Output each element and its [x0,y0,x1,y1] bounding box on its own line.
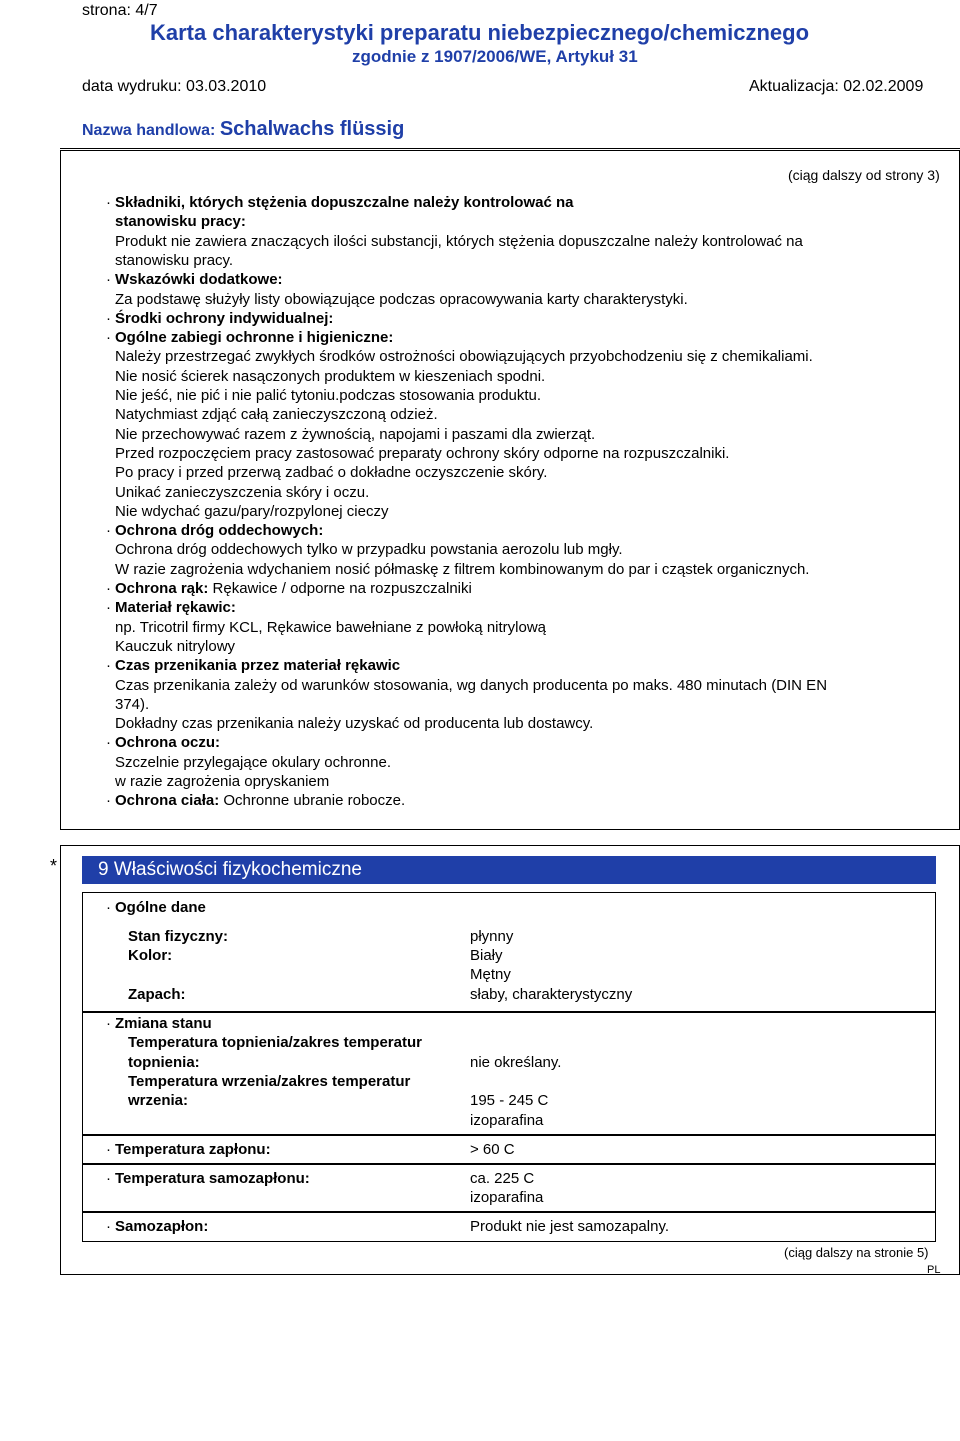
document-title: Karta charakterystyki preparatu niebezpiecznego/chemicznego [150,20,810,45]
self-ignition-value: Produkt nie jest samozapalny. [470,1218,669,1235]
line-text: Ochrona dróg oddechowych tylko w przypadku powstania aerozolu lub mgły. [115,541,623,558]
section8-line [115,367,545,386]
line-text: Produkt nie zawiera znaczących ilości substancji, których stężenia dopuszczalne należy kontrolować na [115,233,803,250]
section8-line [115,232,803,251]
section8-line [115,386,541,405]
line-text: Nie nosić ścierek nasączonych produktem w kieszeniach spodni. [115,368,546,385]
line-text: Unikać zanieczyszczenia skóry i oczu. [115,484,370,501]
color-value-2: Mętny [470,966,511,983]
odor-value: słaby, charakterystyczny [470,986,633,1003]
line-text: Rękawice / odporne na rozpuszczalniki [208,580,472,597]
line-text: np. Tricotril firmy KCL, Rękawice bawełniane z powłoką nitrylową [115,619,547,636]
section8-line [115,521,323,540]
line-text: Przed rozpoczęciem pracy zastosować preparaty ochrony skóry odporne na rozpuszczalniki. [115,445,730,462]
line-text: Szczelnie przylegające okulary ochronne. [115,754,391,771]
flash-point-value: > 60 C [470,1141,515,1158]
section8-line [115,618,546,637]
section8-line [115,193,573,212]
section8-line [115,405,438,424]
section8-line [115,579,472,598]
section8-line [115,676,827,695]
continued-to: (ciąg dalszy na stronie 5) [784,1245,929,1260]
line-text: Natychmiast zdjąć całą zanieczyszczoną odzież. [115,406,438,423]
section8-line [115,328,393,347]
bullet: · [106,194,111,211]
section9-heading [82,856,936,884]
section8-line [115,463,547,482]
line-heading: Ochrona oczu: [115,734,221,751]
bullet: · [106,1170,111,1187]
melting-label-2: topnienia: [128,1054,200,1071]
section8-line [115,483,369,502]
header-divider [60,148,960,149]
bullet: · [106,1141,111,1158]
line-heading: Ogólne zabiegi ochronne i higieniczne: [115,329,394,346]
section8-line [115,309,333,328]
line-text: Należy przestrzegać zwykłych środków ostrożności obowiązujących przyobchodzeniu się z chemikaliami. [115,348,813,365]
section8-line [115,270,283,289]
boiling-value-2: izoparafina [470,1112,544,1129]
section8-line [115,290,688,309]
section9-title: 9 Właściwości fizykochemiczne [98,859,362,880]
section8-line [115,714,593,733]
state-change-label: Zmiana stanu [115,1015,212,1032]
section8-line [115,347,813,366]
changed-marker: * [50,856,58,876]
section8-line [115,425,595,444]
section8-line [115,212,246,231]
section8-line [115,733,220,752]
bullet: · [106,522,111,539]
section8-line [115,753,391,772]
bullet: · [106,1218,111,1235]
boiling-label: Temperatura wrzenia/zakres temperatur [128,1073,411,1090]
line-text: w razie zagrożenia opryskaniem [115,773,330,790]
line-text: 374). [115,696,150,713]
line-heading: Ochrona dróg oddechowych: [115,522,324,539]
autoignition-value: ca. 225 C [470,1170,535,1187]
bullet: · [106,899,111,916]
line-heading: Ochrona rąk: [115,580,209,597]
bullet: · [106,310,111,327]
section8-line [115,560,809,579]
line-text: Kauczuk nitrylowy [115,638,236,655]
line-heading: Wskazówki dodatkowe: [115,271,283,288]
bullet: · [106,734,111,751]
line-text: Po pracy i przed przerwą zadbać o dokładne oczyszczenie skóry. [115,464,548,481]
line-heading: Ochrona ciała: [115,792,220,809]
state-label: Stan fizyczny: [128,928,229,945]
line-text: stanowisku pracy. [115,252,234,269]
bullet: · [106,329,111,346]
melting-label: Temperatura topnienia/zakres temperatur [128,1034,422,1051]
line-text: Nie wdychać gazu/pary/rozpylonej cieczy [115,503,389,520]
bullet: · [106,599,111,616]
bullet: · [106,792,111,809]
line-text: Dokładny czas przenikania należy uzyskać od producenta lub dostawcy. [115,715,594,732]
self-ignition-label: Samozapłon: [115,1218,209,1235]
flash-point-label: Temperatura zapłonu: [115,1141,271,1158]
line-text: Ochronne ubranie robocze. [219,792,406,809]
odor-label: Zapach: [128,986,186,1003]
line-text: Czas przenikania zależy od warunków stosowania, wg danych producenta po maks. 480 minutach (DIN EN [115,677,828,694]
line-heading: stanowisku pracy: [115,213,246,230]
page-number: strona: 4/7 [82,2,158,19]
update-date: Aktualizacja: 02.02.2009 [749,78,924,95]
section8-line [115,791,405,810]
trade-name-label: Nazwa handlowa: [82,122,216,139]
section8-line [115,656,400,675]
line-heading: Czas przenikania przez materiał rękawic [115,657,401,674]
autoignition-value-2: izoparafina [470,1189,544,1206]
boiling-label-2: wrzenia: [128,1092,189,1109]
section8-line [115,502,388,521]
continued-from: (ciąg dalszy od strony 3) [788,167,940,183]
trade-name [82,118,404,141]
autoignition-label: Temperatura samozapłonu: [115,1170,310,1187]
print-date: data wydruku: 03.03.2010 [82,78,267,95]
melting-value: nie określany. [470,1054,562,1071]
line-heading: Środki ochrony indywidualnej: [115,310,334,327]
line-text: Za podstawę służyły listy obowiązujące podczas opracowywania karty charakterystyki. [115,291,688,308]
section8-line [115,695,149,714]
line-text: W razie zagrożenia wdychaniem nosić półmaskę z filtrem kombinowanym do par i cząstek organicznych. [115,561,810,578]
line-heading: Materiał rękawic: [115,599,236,616]
color-value: Biały [470,947,503,964]
color-label: Kolor: [128,947,173,964]
trade-name-value: Schalwachs flüssig [219,118,405,140]
section8-line [115,598,236,617]
general-data-label: Ogólne dane [115,899,206,916]
bullet: · [106,271,111,288]
section8-line [115,251,233,270]
bullet: · [106,657,111,674]
boiling-value: 195 - 245 C [470,1092,549,1109]
line-heading: Składniki, których stężenia dopuszczalne należy kontrolować na [115,194,574,211]
bullet: · [106,1015,111,1032]
document-subtitle: zgodnie z 1907/2006/WE, Artykuł 31 [352,47,638,66]
section8-line [115,540,623,559]
section8-line [115,637,235,656]
bullet: · [106,580,111,597]
state-value: płynny [470,928,514,945]
section8-line [115,444,729,463]
line-text: Nie przechowywać razem z żywnością, napojami i paszami dla zwierząt. [115,426,596,443]
section8-line [115,772,329,791]
line-text: Nie jeść, nie pić i nie palić tytoniu.podczas stosowania produktu. [115,387,542,404]
language-code: PL [927,1264,941,1276]
